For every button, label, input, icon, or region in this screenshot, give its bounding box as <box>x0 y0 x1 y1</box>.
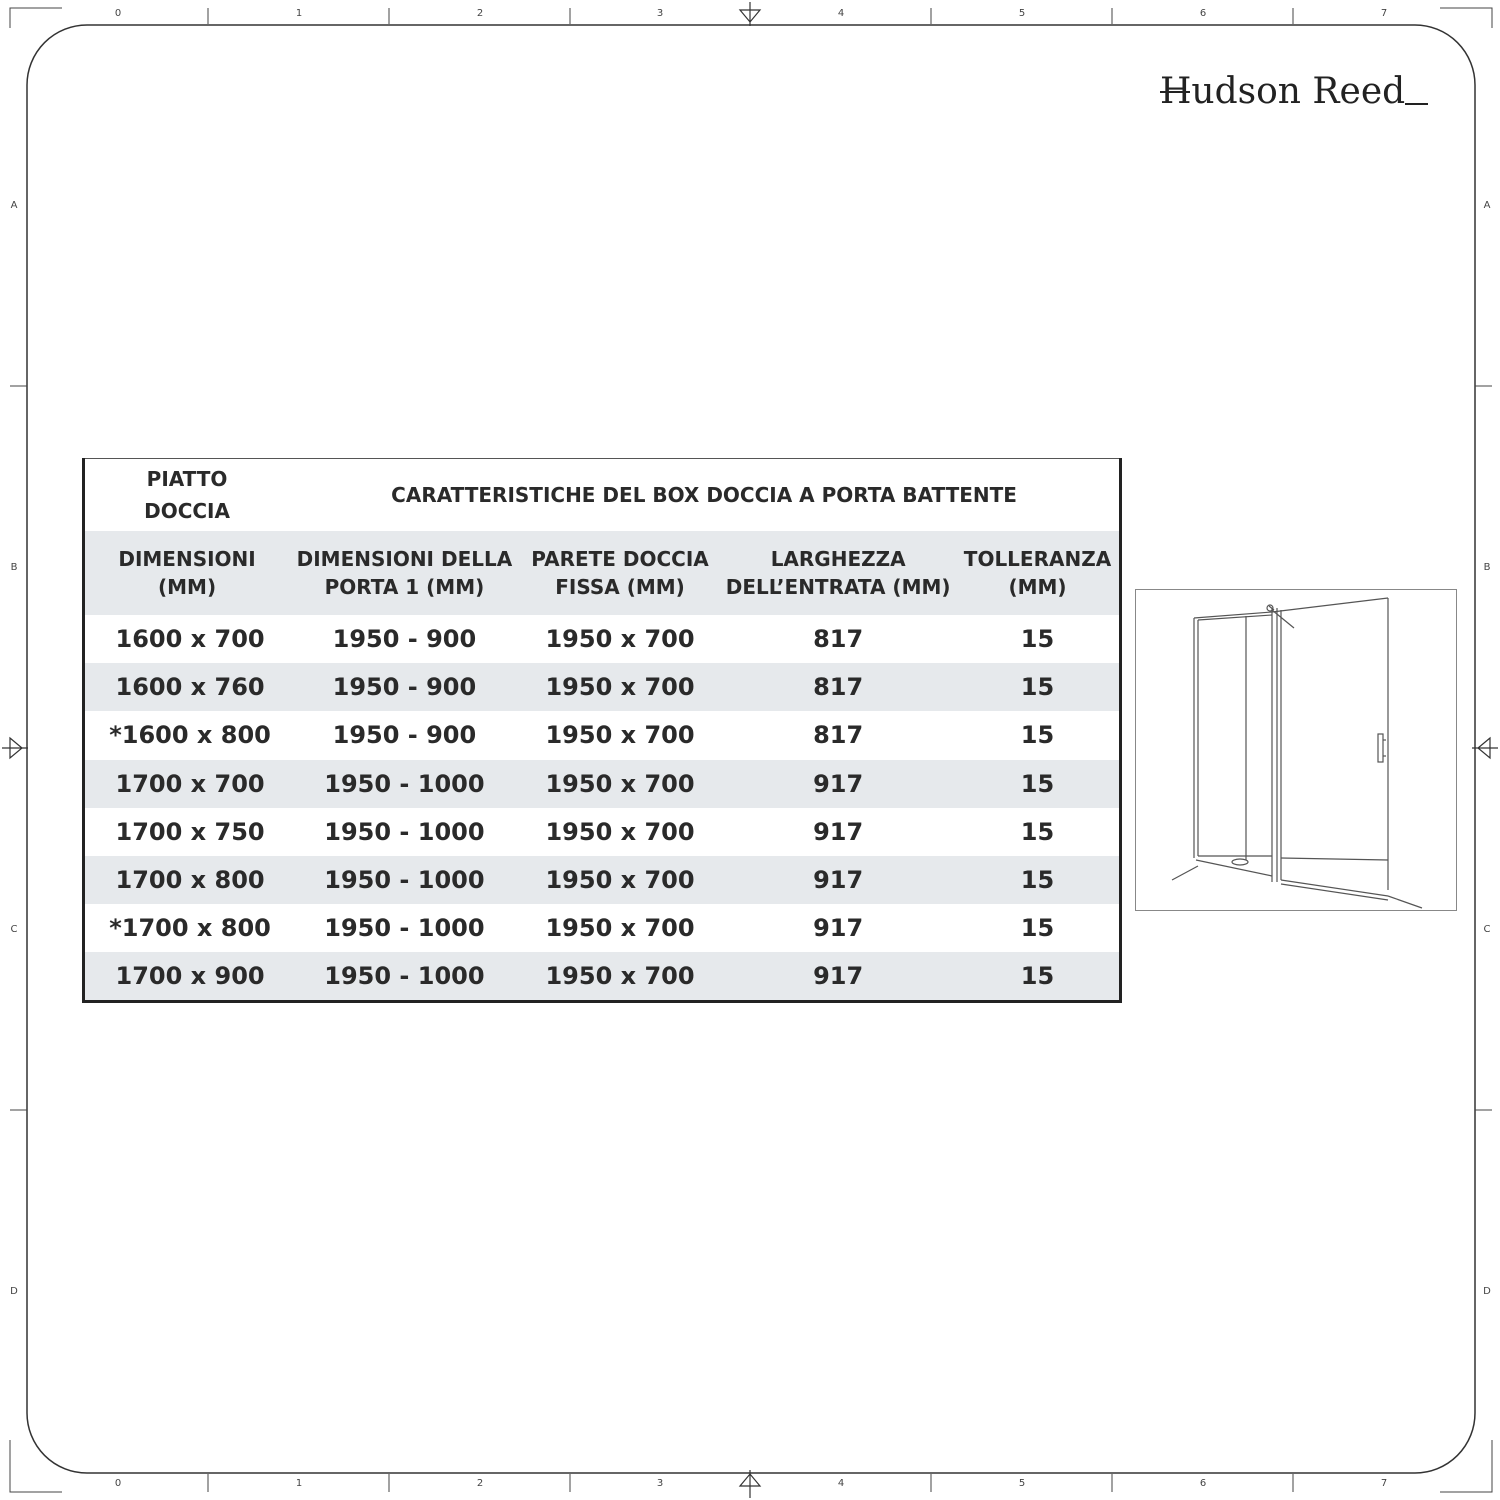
brand-logo <box>1160 70 1430 114</box>
table-cell: 1700 x 900 <box>84 952 290 1002</box>
zone-number-top: 6 <box>1199 8 1207 19</box>
column-header: DIMENSIONI (MM) <box>84 531 290 615</box>
column-header: PARETE DOCCIA FISSA (MM) <box>520 531 721 615</box>
table-cell: 15 <box>956 856 1121 904</box>
table-cell: 1950 x 700 <box>520 952 721 1002</box>
corner-bracket <box>1440 1440 1492 1492</box>
zone-letter-right: A <box>1483 200 1491 211</box>
table-cell: 15 <box>956 760 1121 808</box>
table-title-row <box>84 459 1121 532</box>
zone-number-bottom: 3 <box>656 1478 664 1489</box>
center-arrow-bottom <box>740 1470 760 1498</box>
zone-number-bottom: 7 <box>1380 1478 1388 1489</box>
table-cell: 917 <box>720 856 956 904</box>
table-cell: 917 <box>720 952 956 1002</box>
table-row <box>84 711 1121 759</box>
zone-number-top: 1 <box>295 8 303 19</box>
zone-number-top: 7 <box>1380 8 1388 19</box>
center-arrow-left <box>2 738 28 758</box>
zone-number-bottom: 4 <box>837 1478 845 1489</box>
zone-number-top: 2 <box>476 8 484 19</box>
table-cell: 1950 x 700 <box>545 625 695 654</box>
shower-enclosure-diagram <box>1135 589 1457 911</box>
table-cell: *1700 x 800 <box>109 913 271 942</box>
table-cell: 1950 - 1000 <box>324 817 485 846</box>
table-cell: 817 <box>813 721 864 750</box>
table-cell: 1950 x 700 <box>545 913 695 942</box>
table-row <box>84 856 1121 904</box>
table-cell: 1700 x 800 <box>84 856 290 904</box>
table-cell: 1950 x 700 <box>545 721 695 750</box>
zone-number-bottom: 1 <box>295 1478 303 1489</box>
zone-number-bottom: 6 <box>1199 1478 1207 1489</box>
table-cell: 917 <box>813 913 864 942</box>
corner-bracket <box>1440 8 1492 28</box>
table-cell: 917 <box>720 760 956 808</box>
table-cell: 1950 - 1000 <box>289 952 520 1002</box>
zone-number-bottom: 0 <box>114 1478 122 1489</box>
table-cell: 1950 x 700 <box>545 817 695 846</box>
zone-number-top: 3 <box>656 8 664 19</box>
table-cell: 15 <box>1020 817 1055 846</box>
table-title: CARATTERISTICHE DEL BOX DOCCIA A PORTA BATTENTE <box>289 459 1120 532</box>
table-cell: 1950 - 1000 <box>289 856 520 904</box>
zone-letter-right: C <box>1483 924 1491 935</box>
corner-bracket <box>10 1440 62 1492</box>
table-cell: 817 <box>720 663 956 711</box>
table-cell: 15 <box>1020 913 1055 942</box>
column-header: LARGHEZZA DELL’ENTRATA (MM) <box>720 531 956 615</box>
corner-bracket <box>10 8 62 28</box>
table-cell: 1950 - 1000 <box>289 760 520 808</box>
table-cell: *1600 x 800 <box>109 721 271 750</box>
table-cell: 1700 x 700 <box>84 760 290 808</box>
table-cell: 917 <box>813 817 864 846</box>
table-cell: 15 <box>1020 721 1055 750</box>
table-cell: 1950 - 1000 <box>324 913 485 942</box>
table-cell: 1600 x 760 <box>84 663 290 711</box>
table-cell: 817 <box>813 625 864 654</box>
column-header: TOLLERANZA (MM) <box>956 531 1121 615</box>
zone-number-top: 0 <box>114 8 122 19</box>
table-cell: 1600 x 700 <box>115 625 265 654</box>
zone-letter-left: C <box>10 924 18 935</box>
brand-logo-text: Hudson Reed <box>1160 71 1406 112</box>
table-row <box>84 663 1121 711</box>
zone-letter-left: B <box>10 562 18 573</box>
zone-letter-left: A <box>10 200 18 211</box>
table-cell: 1950 x 700 <box>520 760 721 808</box>
table-row <box>84 808 1121 856</box>
table-cell: 1950 - 900 <box>289 663 520 711</box>
spec-table <box>82 458 1122 1003</box>
table-row <box>84 760 1121 808</box>
table-cell: 15 <box>1020 625 1055 654</box>
table-cell: 1700 x 750 <box>115 817 265 846</box>
zone-number-bottom: 5 <box>1018 1478 1026 1489</box>
table-row <box>84 904 1121 952</box>
table-cell: 1950 x 700 <box>520 856 721 904</box>
zone-number-top: 4 <box>837 8 845 19</box>
table-cell: 15 <box>956 952 1121 1002</box>
zone-letter-right: B <box>1483 562 1491 573</box>
zone-letter-left: D <box>10 1286 18 1297</box>
top-left-label: PIATTO DOCCIA <box>84 459 290 532</box>
table-cell: 1950 - 900 <box>332 625 477 654</box>
zone-number-bottom: 2 <box>476 1478 484 1489</box>
logo-underline-icon <box>1160 70 1430 114</box>
table-header-row <box>84 531 1121 615</box>
column-header: DIMENSIONI DELLA PORTA 1 (MM) <box>289 531 520 615</box>
shower-enclosure-icon <box>1136 590 1456 910</box>
table-row <box>84 615 1121 663</box>
zone-number-top: 5 <box>1018 8 1026 19</box>
center-arrow-top <box>740 2 760 26</box>
table-cell: 1950 - 900 <box>332 721 477 750</box>
table-cell: 1950 x 700 <box>520 663 721 711</box>
zone-letter-right: D <box>1483 1286 1491 1297</box>
center-arrow-right <box>1472 738 1498 758</box>
table-row <box>84 952 1121 1002</box>
table-cell: 15 <box>956 663 1121 711</box>
